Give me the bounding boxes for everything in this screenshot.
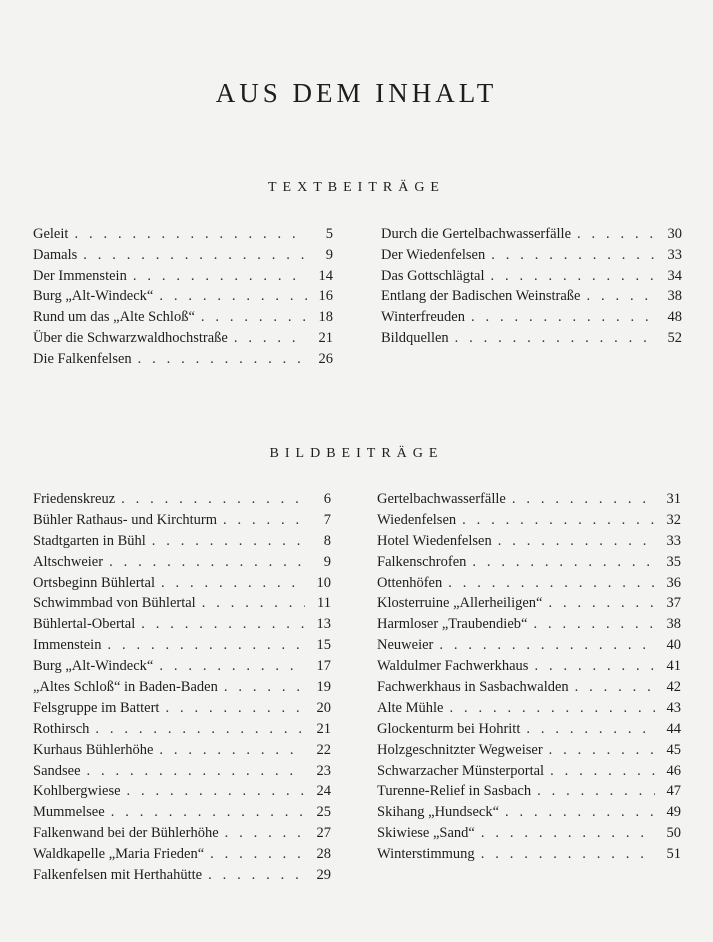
toc-entry-title: Skihang „Hundseck“ <box>377 804 505 821</box>
toc-entry-title: Fachwerkhaus in Sasbachwalden <box>377 679 575 696</box>
toc-entry-title: Schwimmbad von Bühlertal <box>33 595 202 612</box>
toc-leader-dots <box>159 742 305 759</box>
textbeitraege-right-list <box>381 226 682 351</box>
toc-entry-title: Alte Mühle <box>377 700 449 717</box>
toc-entry <box>33 575 331 596</box>
textbeitraege-left-list <box>33 226 333 372</box>
toc-entry-title: Turenne-Relief in Sasbach <box>377 783 537 800</box>
toc-entry <box>377 721 681 742</box>
toc-entry-title: Die Falkenfelsen <box>33 351 138 368</box>
toc-entry <box>33 700 331 721</box>
toc-entry-page: 38 <box>667 288 682 305</box>
toc-entry-title: Klosterruine „Allerheiligen“ <box>377 595 548 612</box>
toc-leader-dots <box>87 763 305 780</box>
toc-entry-page: 17 <box>316 658 331 675</box>
toc-entry-page: 50 <box>666 825 681 842</box>
toc-entry <box>33 268 333 289</box>
toc-entry-title: Waldkapelle „Maria Frieden“ <box>33 846 210 863</box>
toc-entry-page: 20 <box>316 699 331 716</box>
page-title: AUS DEM INHALT <box>215 78 498 109</box>
toc-leader-dots <box>533 616 655 633</box>
toc-leader-dots <box>472 554 655 571</box>
toc-leader-dots <box>512 491 655 508</box>
toc-entry-page: 40 <box>666 637 681 654</box>
toc-entry-title: Falkenschrofen <box>377 554 472 571</box>
toc-entry <box>33 658 331 679</box>
toc-entry <box>33 288 333 309</box>
toc-entry <box>381 288 682 309</box>
toc-entry <box>33 763 331 784</box>
toc-entry <box>381 268 682 289</box>
toc-leader-dots <box>159 288 307 305</box>
toc-entry <box>381 309 682 330</box>
toc-entry <box>33 595 331 616</box>
toc-leader-dots <box>534 658 655 675</box>
toc-leader-dots <box>491 247 656 264</box>
toc-entry-page: 23 <box>316 762 331 779</box>
toc-leader-dots <box>498 533 655 550</box>
toc-entry-page: 36 <box>666 574 681 591</box>
toc-leader-dots <box>234 330 307 347</box>
toc-entry <box>33 867 331 888</box>
toc-entry-page: 35 <box>666 553 681 570</box>
toc-entry <box>33 783 331 804</box>
toc-entry-title: Glockenturm bei Hohritt <box>377 721 526 738</box>
toc-entry-title: Rothirsch <box>33 721 95 738</box>
toc-entry <box>381 330 682 351</box>
toc-entry-title: Immenstein <box>33 637 107 654</box>
toc-entry <box>377 491 681 512</box>
toc-leader-dots <box>439 637 655 654</box>
toc-leader-dots <box>111 804 305 821</box>
toc-entry <box>33 554 331 575</box>
toc-entry-page: 37 <box>666 595 681 612</box>
toc-leader-dots <box>537 783 655 800</box>
toc-entry-page: 52 <box>667 329 682 346</box>
toc-entry-page: 21 <box>318 329 333 346</box>
toc-leader-dots <box>210 846 305 863</box>
toc-entry-title: Ortsbeginn Bühlertal <box>33 575 161 592</box>
toc-entry-page: 47 <box>666 783 681 800</box>
toc-entry <box>33 330 333 351</box>
toc-entry-title: Felsgruppe im Battert <box>33 700 165 717</box>
toc-entry-title: Harmloser „Traubendieb“ <box>377 616 533 633</box>
toc-leader-dots <box>127 783 305 800</box>
toc-entry-page: 21 <box>316 720 331 737</box>
toc-entry-page: 28 <box>316 846 331 863</box>
toc-entry <box>33 226 333 247</box>
toc-leader-dots <box>505 804 655 821</box>
toc-leader-dots <box>548 595 655 612</box>
toc-entry-title: Das Gottschlägtal <box>381 268 491 285</box>
toc-entry <box>377 742 681 763</box>
toc-entry <box>377 783 681 804</box>
toc-entry <box>377 512 681 533</box>
toc-entry <box>33 616 331 637</box>
toc-entry-title: Friedenskreuz <box>33 491 121 508</box>
toc-entry-page: 49 <box>666 804 681 821</box>
toc-entry <box>33 721 331 742</box>
toc-entry-page: 13 <box>316 616 331 633</box>
toc-leader-dots <box>107 637 305 654</box>
toc-entry-page: 30 <box>667 226 682 242</box>
toc-leader-dots <box>550 763 655 780</box>
toc-entry-title: Holzgeschnitzter Wegweiser <box>377 742 549 759</box>
toc-entry <box>377 575 681 596</box>
toc-entry <box>381 226 682 247</box>
toc-leader-dots <box>455 330 656 347</box>
toc-entry-page: 9 <box>323 553 331 570</box>
toc-leader-dots <box>74 226 307 243</box>
bildbeitraege-left-list <box>33 491 331 888</box>
toc-leader-dots <box>225 825 305 842</box>
toc-entry-page: 24 <box>316 783 331 800</box>
toc-leader-dots <box>152 533 305 550</box>
toc-leader-dots <box>481 846 655 863</box>
toc-entry-page: 27 <box>316 825 331 842</box>
toc-entry-page: 31 <box>666 491 681 507</box>
toc-entry-title: Rund um das „Alte Schloß“ <box>33 309 201 326</box>
toc-leader-dots <box>448 575 655 592</box>
section-heading-bildbeitraege: BILDBEITRÄGE <box>269 446 444 461</box>
toc-entry-title: Bildquellen <box>381 330 455 347</box>
toc-entry-page: 8 <box>323 532 331 549</box>
toc-entry-title: Burg „Alt-Windeck“ <box>33 288 159 305</box>
toc-leader-dots <box>449 700 655 717</box>
toc-entry-title: Über die Schwarzwaldhochstraße <box>33 330 234 347</box>
toc-leader-dots <box>549 742 655 759</box>
toc-entry <box>33 679 331 700</box>
toc-leader-dots <box>202 595 305 612</box>
toc-entry-page: 6 <box>323 491 331 507</box>
toc-entry <box>377 679 681 700</box>
toc-entry-page: 38 <box>666 616 681 633</box>
toc-entry-page: 51 <box>666 846 681 863</box>
toc-entry <box>377 554 681 575</box>
toc-entry-page: 45 <box>666 741 681 758</box>
toc-entry-page: 19 <box>316 679 331 696</box>
toc-entry-title: Falkenwand bei der Bühlerhöhe <box>33 825 225 842</box>
toc-leader-dots <box>526 721 655 738</box>
toc-entry-title: Damals <box>33 247 83 264</box>
toc-entry <box>33 512 331 533</box>
toc-leader-dots <box>159 658 305 675</box>
toc-leader-dots <box>481 825 655 842</box>
toc-entry-page: 5 <box>325 226 333 242</box>
toc-leader-dots <box>462 512 655 529</box>
toc-leader-dots <box>109 554 305 571</box>
toc-entry <box>33 804 331 825</box>
toc-entry-title: Der Immenstein <box>33 268 133 285</box>
toc-entry-title: Neuweier <box>377 637 439 654</box>
toc-entry-title: Bühler Rathaus- und Kirchturm <box>33 512 223 529</box>
toc-entry <box>377 595 681 616</box>
toc-leader-dots <box>201 309 307 326</box>
toc-entry-title: „Altes Schloß“ in Baden-Baden <box>33 679 224 696</box>
toc-leader-dots <box>575 679 655 696</box>
toc-entry-page: 41 <box>666 658 681 675</box>
toc-entry-page: 25 <box>316 804 331 821</box>
toc-entry-title: Ottenhöfen <box>377 575 448 592</box>
toc-entry-title: Falkenfelsen mit Herthahütte <box>33 867 208 884</box>
toc-entry-title: Mummelsee <box>33 804 111 821</box>
toc-entry-page: 46 <box>666 762 681 779</box>
toc-leader-dots <box>587 288 657 305</box>
toc-entry-title: Durch die Gertelbachwasserfälle <box>381 226 577 243</box>
toc-entry-page: 16 <box>318 288 333 305</box>
toc-leader-dots <box>138 351 307 368</box>
toc-entry <box>33 533 331 554</box>
toc-entry-page: 34 <box>667 267 682 284</box>
toc-entry-title: Kohlbergwiese <box>33 783 127 800</box>
toc-entry <box>377 637 681 658</box>
section-heading-textbeitraege: TEXTBEITRÄGE <box>268 180 445 195</box>
toc-entry-page: 15 <box>316 637 331 654</box>
toc-entry-page: 26 <box>318 350 333 367</box>
toc-entry-title: Burg „Alt-Windeck“ <box>33 658 159 675</box>
toc-entry-page: 9 <box>325 246 333 263</box>
toc-entry-page: 11 <box>317 595 331 612</box>
toc-entry <box>377 700 681 721</box>
toc-entry-title: Hotel Wiedenfelsen <box>377 533 498 550</box>
toc-leader-dots <box>161 575 305 592</box>
toc-leader-dots <box>83 247 307 264</box>
toc-entry-title: Waldulmer Fachwerkhaus <box>377 658 534 675</box>
toc-leader-dots <box>208 867 305 884</box>
toc-leader-dots <box>141 616 305 633</box>
toc-entry-title: Winterstimmung <box>377 846 481 863</box>
toc-entry-page: 22 <box>316 741 331 758</box>
toc-leader-dots <box>133 268 307 285</box>
toc-entry-title: Winterfreuden <box>381 309 471 326</box>
bildbeitraege-right-list <box>377 491 681 867</box>
toc-entry-page: 43 <box>666 699 681 716</box>
toc-entry-page: 10 <box>316 574 331 591</box>
toc-leader-dots <box>471 309 656 326</box>
toc-entry-page: 14 <box>318 267 333 284</box>
toc-entry-title: Geleit <box>33 226 74 243</box>
toc-entry <box>33 846 331 867</box>
toc-leader-dots <box>223 512 305 529</box>
toc-entry-page: 33 <box>666 532 681 549</box>
toc-entry <box>33 491 331 512</box>
toc-leader-dots <box>95 721 305 738</box>
toc-entry-page: 18 <box>318 309 333 326</box>
toc-entry-title: Stadtgarten in Bühl <box>33 533 152 550</box>
toc-entry <box>33 309 333 330</box>
toc-entry <box>377 658 681 679</box>
toc-leader-dots <box>224 679 305 696</box>
toc-entry-title: Skiwiese „Sand“ <box>377 825 481 842</box>
toc-entry-title: Altschweier <box>33 554 109 571</box>
toc-entry <box>381 247 682 268</box>
toc-entry-page: 33 <box>667 246 682 263</box>
toc-entry-page: 32 <box>666 511 681 528</box>
toc-entry <box>377 763 681 784</box>
toc-leader-dots <box>165 700 305 717</box>
toc-entry <box>33 247 333 268</box>
toc-entry-page: 44 <box>666 720 681 737</box>
toc-entry-title: Wiedenfelsen <box>377 512 462 529</box>
toc-leader-dots <box>577 226 656 243</box>
toc-entry-title: Entlang der Badischen Weinstraße <box>381 288 587 305</box>
toc-entry <box>33 742 331 763</box>
toc-entry-title: Der Wiedenfelsen <box>381 247 491 264</box>
toc-entry <box>377 846 681 867</box>
toc-entry-title: Kurhaus Bühlerhöhe <box>33 742 159 759</box>
toc-entry <box>33 637 331 658</box>
toc-entry <box>377 804 681 825</box>
toc-entry <box>33 351 333 372</box>
toc-entry <box>33 825 331 846</box>
toc-entry <box>377 825 681 846</box>
toc-entry <box>377 616 681 637</box>
toc-entry-page: 48 <box>667 309 682 326</box>
toc-entry-title: Gertelbachwasserfälle <box>377 491 512 508</box>
toc-entry-title: Bühlertal-Obertal <box>33 616 141 633</box>
toc-entry-page: 42 <box>666 679 681 696</box>
toc-entry-title: Sandsee <box>33 763 87 780</box>
toc-entry <box>377 533 681 554</box>
toc-leader-dots <box>491 268 657 285</box>
toc-entry-page: 7 <box>323 511 331 528</box>
toc-leader-dots <box>121 491 305 508</box>
toc-entry-title: Schwarzacher Münsterportal <box>377 763 550 780</box>
toc-entry-page: 29 <box>316 867 331 884</box>
